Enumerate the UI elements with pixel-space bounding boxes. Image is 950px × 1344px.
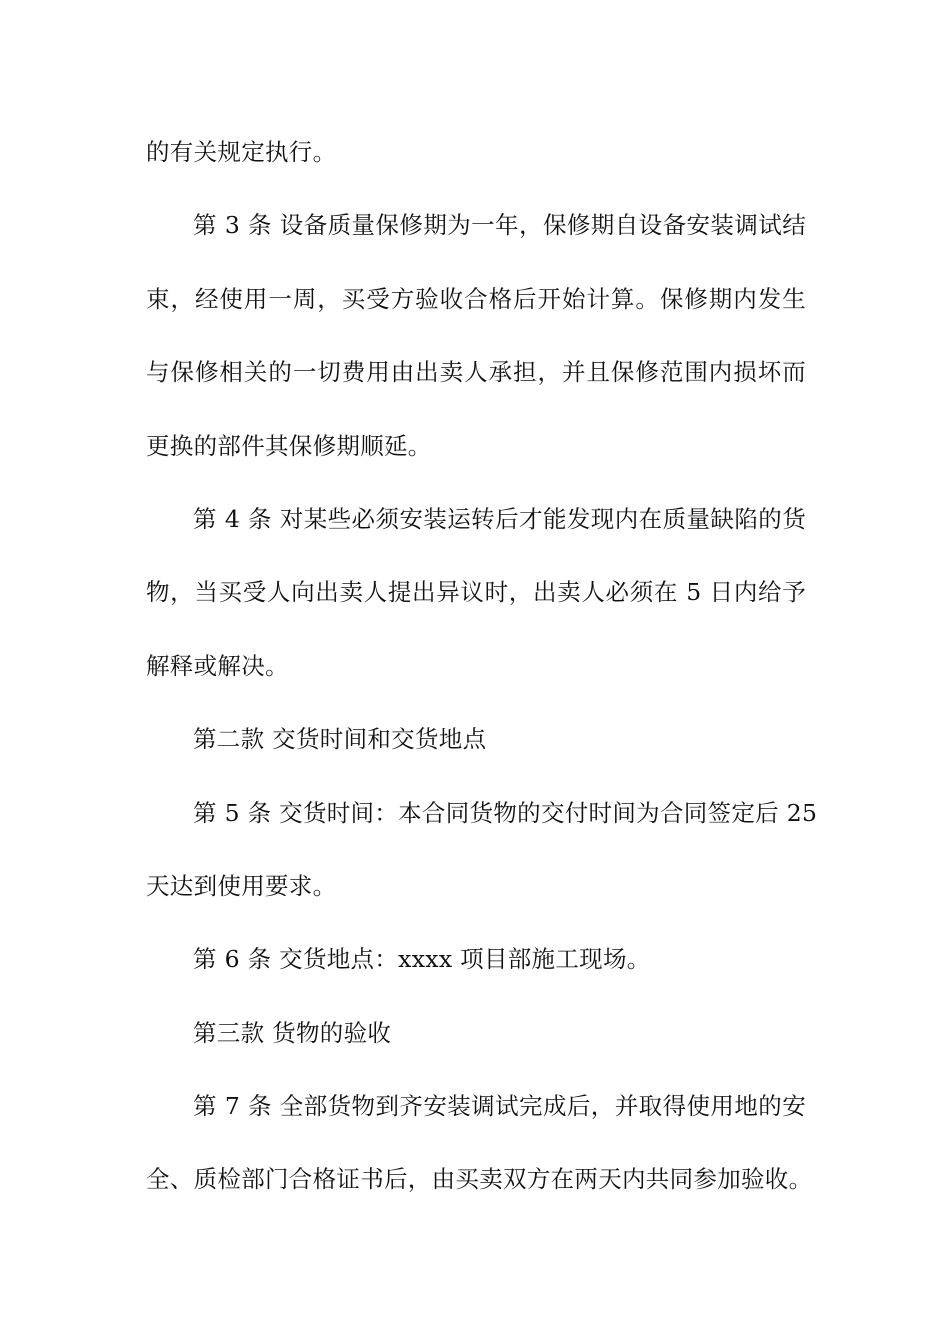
section-heading-3: 第三款 货物的验收 [193,1018,392,1047]
text-line-article-4: 第 4 条 对某些必须安装运转后才能发现内在质量缺陷的货 [193,504,806,533]
text-line: 与保修相关的一切费用由出卖人承担，并且保修范围内损坏而 [146,358,806,387]
text-line: 更换的部件其保修期顺延。 [146,431,432,460]
text-line: 解释或解决。 [146,651,289,680]
text-line-article-5: 第 5 条 交货时间：本合同货物的交付时间为合同签定后 25 [193,798,818,827]
section-heading-2: 第二款 交货时间和交货地点 [193,725,487,754]
text-line: 物，当买受人向出卖人提出异议时，出卖人必须在 5 日内给予 [146,578,806,607]
text-line: 天达到使用要求。 [146,871,337,900]
document-body [146,128,818,1229]
text-line: 的有关规定执行。 [146,138,337,166]
text-line: 束，经使用一周，买受方验收合格后开始计算。保修期内发生 [146,284,806,313]
text-line-article-7: 第 7 条 全部货物到齐安装调试完成后，并取得使用地的安 [193,1092,806,1121]
text-line-article-6: 第 6 条 交货地点：xxxx 项目部施工现场。 [193,945,651,974]
text-line-article-3: 第 3 条 设备质量保修期为一年，保修期自设备安装调试结 [193,211,806,240]
text-line: 全、质检部门合格证书后，由买卖双方在两天内共同参加验收。 [146,1165,813,1194]
